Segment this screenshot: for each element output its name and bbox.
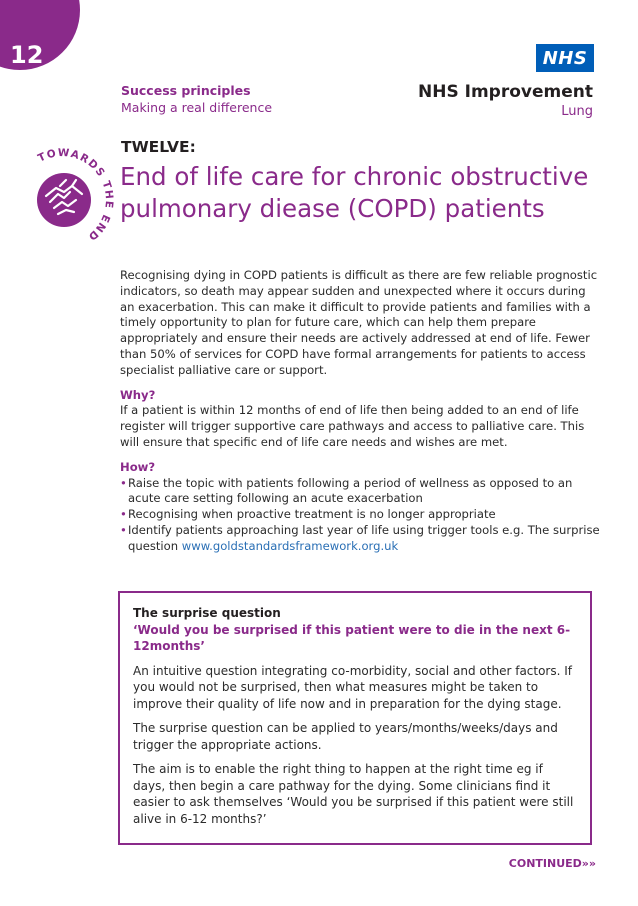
surprise-question-box xyxy=(118,591,592,845)
list-item: • Identify patients approaching last year of life using trigger tools e.g. The surprise question www.goldstandardsframework.org.uk xyxy=(120,522,600,553)
emblem-text: TOWARDS THE END xyxy=(36,146,116,244)
callout-paragraph: The surprise question can be applied to years/months/weeks/days and trigger the appropriate actions. xyxy=(133,721,558,752)
why-paragraph: If a patient is within 12 months of end of life then being added to an end of life register will trigger supportive care pathways and access to palliative care. This will ensure that specific end of life care needs and wishes are met. xyxy=(120,403,585,449)
callout-paragraph: The aim is to enable the right thing to happen at the right time eg if days, then begin a care pathway for the dying. Some clinicians find it easier to ask themselves ‘Would you be surprised if this patient were still alive in 6-12 months?’ xyxy=(133,762,574,826)
callout-paragraph: An intuitive question integrating co-morbidity, social and other factors. If you would not be surprised, then what measures might be taken to improve their quality of life now and in preparation for the dying stage. xyxy=(133,663,573,711)
org-name: NHS Improvement xyxy=(418,82,593,102)
callout-quote: ‘Would you be surprised if this patient were to die in the next 6-12months’ xyxy=(133,622,571,653)
intro-paragraph: Recognising dying in COPD patients is difficult as there are few reliable prognostic indicators, so death may appear sudden and unexpected where it occurs during an exacerbation. This can make it difficult to provide patients and families with a timely opportunity to plan for future care, which can help them prepare appropriately and ensure their needs are actively addressed at end of life. Fewer than 50% of services for COPD have formal arrangements for patients to access specialist palliative care or support. xyxy=(120,268,598,377)
article-kicker: TWELVE: xyxy=(121,138,196,156)
towards-the-end-emblem xyxy=(30,140,120,250)
gsf-link[interactable]: www.goldstandardsframework.org.uk xyxy=(181,538,399,553)
list-item: • Raise the topic with patients following a period of wellness as opposed to an acute care setting following an acute exacerbation xyxy=(120,475,573,506)
callout-title: The surprise question xyxy=(133,606,281,620)
continued-link[interactable]: CONTINUED»» xyxy=(508,857,596,870)
how-list xyxy=(120,476,600,555)
header-section xyxy=(121,83,272,115)
why-heading: Why? xyxy=(120,387,156,402)
how-heading: How? xyxy=(120,459,156,474)
article-title: End of life care for chronic obstructive pulmonary diease (COPD) patients xyxy=(120,162,589,223)
nhs-logo: NHS xyxy=(536,44,594,72)
article-body xyxy=(120,268,600,555)
page-number: 12 xyxy=(10,41,44,69)
org-subtitle: Lung xyxy=(561,104,593,119)
subsection-label: Making a real difference xyxy=(121,100,273,115)
list-item: • Recognising when proactive treatment is no longer appropriate xyxy=(120,507,496,522)
section-label: Success principles xyxy=(121,83,251,98)
